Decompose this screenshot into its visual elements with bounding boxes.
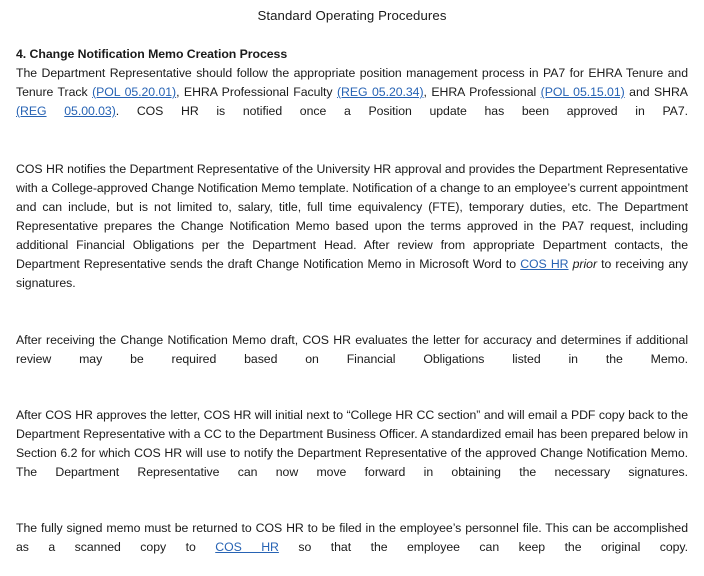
paragraph-3-text-1: After receiving the Change Notification Memo draft, COS HR evaluates the letter for accuracy and determines if additional review may be required based on Financial Obligations listed in the Memo. <box>16 333 688 366</box>
link-cos-hr-email-2[interactable]: COS HR <box>215 540 279 554</box>
paragraph-1 <box>16 64 688 140</box>
paragraph-4 <box>16 406 688 501</box>
paragraph-1-text-6: . COS HR is notified once a Position update has been approved in PA7. <box>115 104 688 118</box>
paragraph-1-text-5 <box>47 104 65 118</box>
paragraph-2-text-1: COS HR notifies the Department Representative of the University HR approval and provides the Department Representative with a College-approved Change Notification Memo template. Notification of a change to an employee’s current appointment and can include, but is not limited to, salary, title, full time equivalency (FTE), temporary duties, etc. The Department Representative prepares the Change Notification Memo based upon the terms approved in the PA7 request, including additional Financial Obligations per the Department Head. After review from appropriate Department contacts, the Department Representative sends the draft Change Notification Memo in Microsoft Word to <box>16 162 688 271</box>
paragraph-5-text-1: The fully signed memo must be returned to COS HR to be filed in the employee’s personnel file. This can be accomplished as a scanned copy to <box>16 521 688 554</box>
document-title: Standard Operating Procedures <box>257 8 447 23</box>
link-reg-prefix[interactable]: (REG <box>16 104 47 118</box>
document-page <box>0 6 704 554</box>
section-heading-4: 4. Change Notification Memo Creation Process <box>16 47 288 61</box>
paragraph-2 <box>16 160 688 312</box>
paragraph-2-emphasis-prior: prior <box>572 257 597 271</box>
paragraph-3 <box>16 331 688 388</box>
paragraph-4-text-1: After COS HR approves the letter, COS HR will initial next to “College HR CC section” and will email a PDF copy back to the Department Representative with a CC to the Department Business Officer. A standardized email has been prepared below in Section 6.2 for which COS HR will use to notify the Department Representative of the approved Change Notification Memo. The Department Representative can now move forward in obtaining the necessary signatures. <box>16 408 688 479</box>
link-reg-05-20-34[interactable]: (REG 05.20.34) <box>336 85 424 99</box>
paragraph-1-text-3: , EHRA Professional <box>423 85 541 99</box>
paragraph-1-text-1: The Department Representative should follow the appropriate position management process in PA7 for EHRA Tenure and Tenure Track <box>16 66 688 99</box>
paragraph-2-text-3: to receiving any signatures. <box>16 257 688 290</box>
link-pol-05-15-01[interactable]: (POL 05.15.01) <box>540 85 625 99</box>
link-cos-hr-email-1[interactable]: COS HR <box>520 257 569 271</box>
paragraph-5 <box>16 519 688 576</box>
paragraph-1-text-2: , EHRA Professional Faculty <box>176 85 337 99</box>
paragraph-5-text-2: so that the employee can keep the original copy. <box>278 540 688 554</box>
link-reg-05-00-03[interactable]: 05.00.03) <box>64 104 116 118</box>
paragraph-1-text-4: and SHRA <box>624 85 688 99</box>
link-pol-05-20-01[interactable]: (POL 05.20.01) <box>92 85 177 99</box>
